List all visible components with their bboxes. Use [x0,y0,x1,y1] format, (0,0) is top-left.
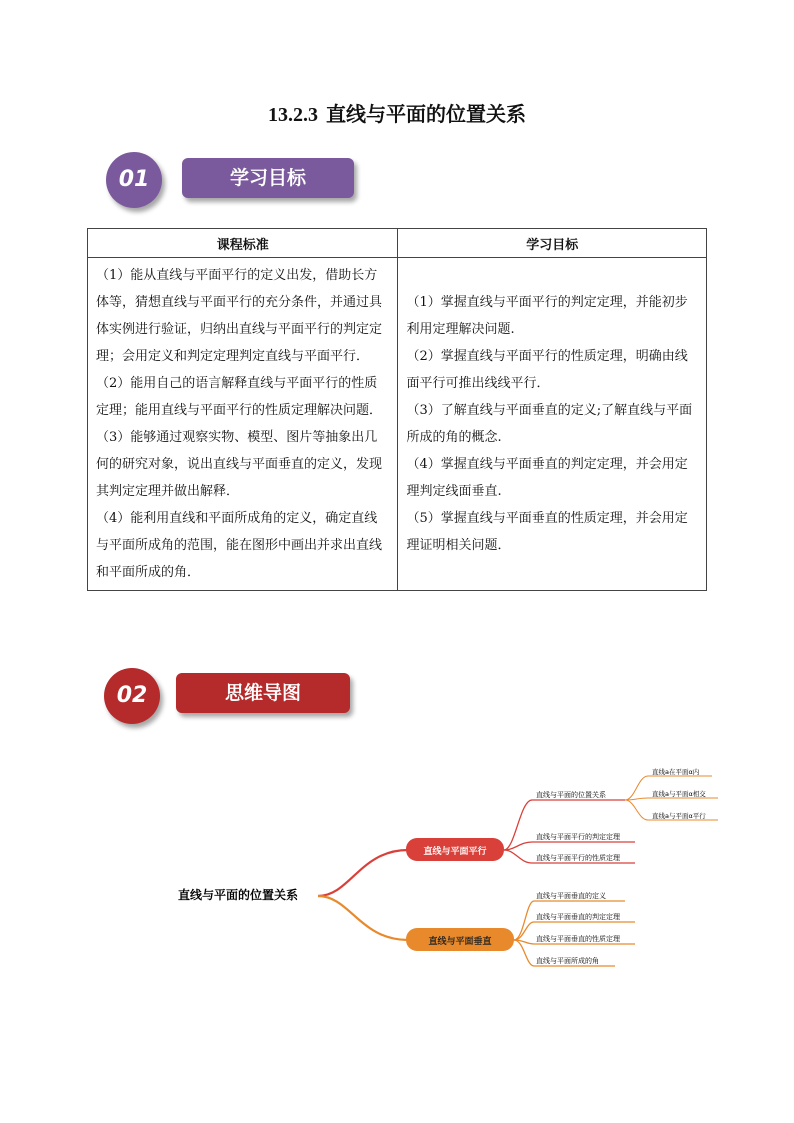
curriculum-item: （4）能利用直线和平面所成角的定义，确定直线与平面所成角的范围，能在图形中画出并求出直线和平面所成的角． [96,511,383,580]
goal-item: （1）掌握直线与平面平行的判定定理，并能初步利用定理解决问题. [406,295,688,337]
mind-map [0,750,794,990]
mindmap-node: 直线与平面垂直的定义 [536,892,606,900]
mindmap-connector [504,842,635,850]
goal-item: （4）掌握直线与平面垂直的判定定理，并会用定理判定线面垂直. [406,457,688,499]
goal-item: （2）掌握直线与平面平行的性质定理，明确由线面平行可推出线线平行． [406,349,688,391]
title-text: 直线与平面的位置关系 [326,102,526,126]
learning-goals-cell [398,258,707,591]
section-number: 01 [118,167,150,192]
section-number: 02 [116,683,148,708]
mindmap-node: 直线与平面垂直的性质定理 [536,935,620,943]
mindmap-leaf: 直线a在平面α内 [652,768,700,776]
mindmap-branch-label: 直线与平面平行 [423,847,487,857]
goals-table [87,228,707,591]
mindmap-leaf: 直线a与平面α平行 [652,812,706,820]
mindmap-connector [318,896,408,940]
mindmap-node: 直线与平面的位置关系 [536,791,606,799]
page-title [0,98,794,127]
goal-item: （3）了解直线与平面垂直的定义;了解直线与平面所成的角的概念. [406,403,693,445]
mindmap-root: 直线与平面的位置关系 [177,888,299,902]
mindmap-node: 直线与平面垂直的判定定理 [536,913,620,921]
mindmap-connector [318,850,408,896]
curriculum-item: （2）能用自己的语言解释直线与平面平行的性质定理；能用直线与平面平行的性质定理解决问题． [96,376,383,418]
table-row [88,258,707,591]
mindmap-node: 直线与平面所成的角 [536,957,599,965]
table-header-curriculum: 课程标准 [88,229,398,258]
mindmap-leaf: 直线a与平面α相交 [652,790,706,798]
curriculum-standards-cell [88,258,398,591]
mindmap-node: 直线与平面平行的判定定理 [536,833,620,841]
table-header-goals: 学习目标 [398,229,707,258]
mindmap-connector [625,798,718,800]
curriculum-item: （3）能够通过观察实物、模型、图片等抽象出几何的研究对象，说出直线与平面垂直的定义，发现其判定定理并做出解释． [96,430,383,499]
mindmap-branch-label: 直线与平面垂直 [428,937,492,947]
mindmap-node: 直线与平面平行的性质定理 [536,854,620,862]
curriculum-item: （1）能从直线与平面平行的定义出发，借助长方体等，猜想直线与平面平行的充分条件，并通过具体实例进行验证，归纳出直线与平面平行的判定定理；会用定义和判定定理判定直线与平面平行． [96,268,383,364]
table-header-row [88,229,707,258]
section-title: 学习目标 [182,158,354,198]
goal-item: （5）掌握直线与平面垂直的性质定理，并会用定理证明相关问题． [406,511,688,553]
section-title: 思维导图 [176,673,350,713]
title-number: 13.2.3 [268,104,318,126]
